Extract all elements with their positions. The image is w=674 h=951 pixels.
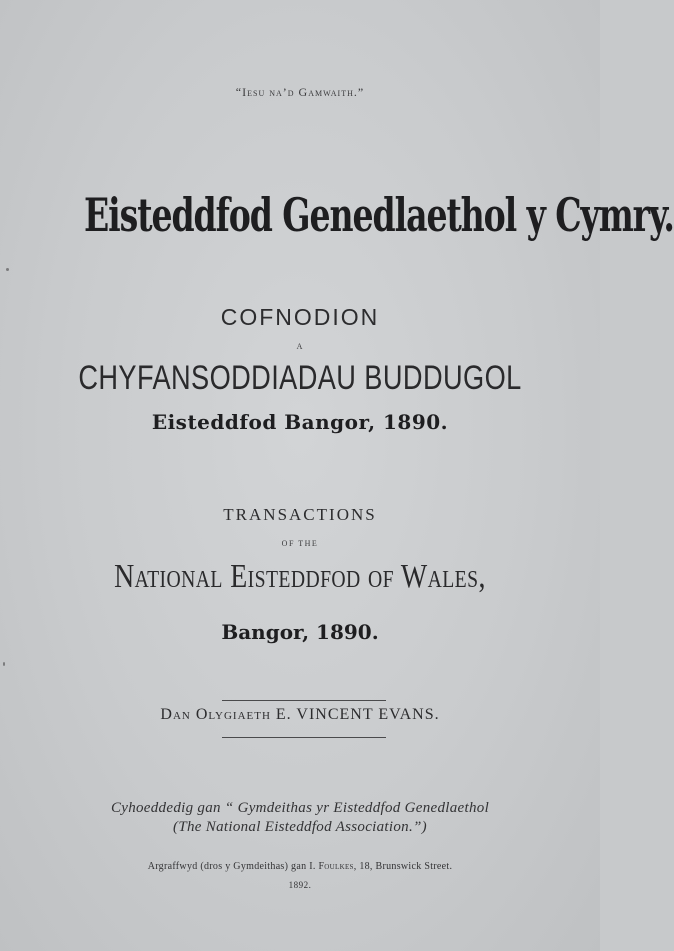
publisher-line-2: (The National Eisteddfod Association.”) bbox=[173, 819, 427, 835]
welsh-gothic-title: Eisteddfod Genedlaethol y Cymry. bbox=[83, 188, 674, 242]
bangor-year-subtitle: Bangor, 1890. bbox=[221, 620, 379, 644]
national-eisteddfod-title: National Eisteddfod of Wales, bbox=[114, 558, 486, 595]
printer-line bbox=[0, 861, 600, 872]
editor-line bbox=[0, 706, 600, 724]
editor-name: E. VINCENT EVANS. bbox=[275, 706, 440, 723]
editor-prefix: Dan Olygiaeth bbox=[160, 706, 271, 723]
conjunction-a: A bbox=[296, 342, 304, 351]
cofnodion-heading: COFNODION bbox=[220, 304, 380, 330]
paper-speck bbox=[6, 268, 9, 271]
printer-name: Foulkes bbox=[318, 861, 354, 872]
motto: “Iesu na’d Gamwaith.” bbox=[235, 85, 365, 99]
publisher-line-1: Cyhoeddedig gan “ Gymdeithas yr Eisteddfod Genedlaethol bbox=[110, 800, 490, 816]
eisteddfod-bangor-subtitle: Eisteddfod Bangor, 1890. bbox=[151, 410, 449, 434]
printer-prefix: Argraffwyd (dros y Gymdeithas) gan I. bbox=[147, 861, 316, 872]
publication-year: 1892. bbox=[288, 880, 312, 890]
transactions-heading: TRANSACTIONS bbox=[223, 505, 377, 524]
of-the-label: OF THE bbox=[281, 539, 319, 548]
chyfansoddiadau-heading: CHYFANSODDIADAU BUDDUGOL bbox=[78, 359, 522, 397]
printer-address: , 18, Brunswick Street. bbox=[353, 861, 453, 872]
editor-bottom-rule bbox=[222, 737, 386, 738]
paper-speck bbox=[3, 662, 5, 666]
editor-top-rule bbox=[222, 700, 386, 701]
